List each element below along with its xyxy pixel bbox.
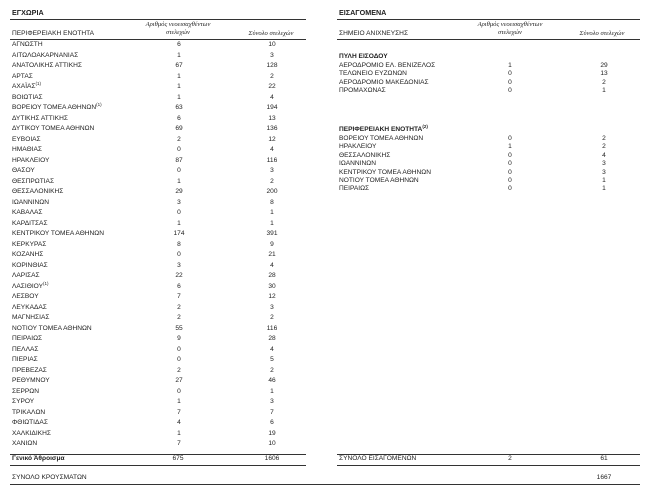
left-table-row-new-count: 63: [175, 104, 183, 111]
right-section-region-title-text: ΠΕΡΙΦΕΡΕΙΑΚΗ ΕΝΟΤΗΤΑ: [339, 126, 423, 133]
left-table-row-name-text: ΛΑΣΙΘΙΟΥ: [12, 282, 43, 290]
left-table-row-total-count: 8: [270, 198, 274, 206]
left-table-row-new-count: 1: [177, 83, 181, 90]
right-entry-row-new-count: 0: [508, 78, 512, 86]
left-total-all: 1606: [264, 455, 280, 462]
left-table-row-name-text: ΘΕΣΣΑΛΟΝΙΚΗΣ: [12, 188, 64, 195]
left-table-row-new-count: 22: [175, 272, 183, 279]
right-section-region-sup: (2): [422, 123, 428, 129]
right-region-row-name: [339, 135, 423, 143]
right-entry-row: [339, 70, 629, 78]
left-table-row-total-count: 4: [270, 345, 274, 353]
left-table-row-name: [12, 125, 94, 133]
left-table-row-total-count: 194: [266, 104, 278, 111]
right-entry-row-total-count: 29: [600, 62, 608, 69]
left-table-row-name-text: ΠΕΛΛΑΣ: [12, 345, 39, 353]
left-col-region-header: ΠΕΡΙΦΕΡΕΙΑΚΗ ΕΝΟΤΗΤΑ: [12, 30, 95, 37]
left-table-row: [12, 335, 302, 343]
right-region-row-new-count: 0: [508, 160, 512, 168]
left-table-row: [12, 325, 302, 333]
left-table-row-name-text: ΧΑΛΚΙΔΙΚΗΣ: [12, 429, 51, 437]
right-col-total-header: Σύνολο στελεχών: [579, 30, 625, 37]
right-region-row-total-count: 1: [602, 185, 606, 193]
right-region-row-name: [339, 143, 376, 151]
left-title-rule: [10, 19, 306, 20]
right-region-row-name: [339, 177, 419, 185]
left-table-row-name: [12, 136, 41, 144]
left-table-row: [12, 167, 302, 175]
right-entry-row: [339, 87, 629, 95]
left-table-row-name-text: ΗΡΑΚΛΕΙΟΥ: [12, 156, 50, 164]
left-table-row: [12, 388, 302, 396]
left-table-row-name-text: ΦΘΙΩΤΙΔΑΣ: [12, 419, 48, 426]
left-table-row: [12, 220, 302, 228]
left-table-row-name: [12, 440, 37, 448]
left-table-row: [12, 136, 302, 144]
left-table-row-total-count: 46: [268, 377, 276, 384]
left-table-row-name: [12, 293, 39, 301]
left-table-row-total-count: 12: [268, 135, 276, 143]
left-table-row-name-text: ΣΥΡΟΥ: [12, 398, 35, 405]
left-table-row-new-count: 7: [177, 440, 181, 447]
right-entry-row-name-text: ΤΕΛΩΝΕΙΟ ΕΥΖΩΝΩΝ: [339, 70, 407, 78]
left-table-row-name-text: ΑΙΤΩΛΟΑΚΑΡΝΑΝΙΑΣ: [12, 51, 79, 59]
left-table-row-name-text: ΛΕΥΚΑΔΑΣ: [12, 303, 47, 311]
left-table-row-name: [12, 157, 49, 165]
right-region-row-name: [339, 152, 390, 160]
left-table-row-name-text: ΒΟΙΩΤΙΑΣ: [12, 93, 43, 101]
left-table-row-name: [12, 80, 41, 91]
left-table-row-total-count: 1: [270, 219, 274, 227]
left-table-row-new-count: 3: [177, 198, 181, 206]
left-table-row-new-count: 7: [177, 293, 181, 300]
left-table-row-total-count: 28: [268, 272, 276, 279]
right-entry-row-total-count: 1: [602, 87, 606, 95]
left-table-row-total-count: 3: [270, 167, 274, 174]
left-table-row-name: [12, 409, 45, 417]
left-table-row-name: [12, 73, 33, 81]
right-total-rule-bottom: [337, 465, 640, 466]
left-table-row-name: [12, 367, 47, 375]
right-entry-row-new-count: 0: [508, 70, 512, 78]
left-table-row-new-count: 1: [177, 177, 181, 185]
right-region-row-name-text: ΒΟΡΕΙΟΥ ΤΟΜΕΑ ΑΘΗΝΩΝ: [339, 135, 424, 142]
left-table-row: [12, 101, 302, 112]
left-table-row-name: [12, 101, 102, 112]
left-header-rule: [10, 39, 306, 40]
right-section-entry-body: [339, 62, 639, 102]
right-section-region-body: [339, 135, 639, 205]
left-table-row-name: [12, 388, 39, 396]
left-table-row-new-count: 0: [177, 356, 181, 363]
left-table-row-total-count: 7: [270, 408, 274, 416]
left-table-row-new-count: 0: [177, 387, 181, 395]
left-table-row: [12, 178, 302, 186]
left-table-row-name-text: ΛΕΣΒΟΥ: [12, 293, 39, 300]
left-table-row: [12, 41, 302, 49]
left-table-row-new-count: 0: [177, 209, 181, 216]
left-table-row-name-text: ΚΑΡΔΙΤΣΑΣ: [12, 219, 48, 227]
left-table-row-total-count: 19: [268, 429, 276, 437]
left-table-row-name: [12, 356, 38, 364]
right-entry-row-name: [339, 70, 407, 78]
left-table-row-total-count: 2: [270, 314, 274, 321]
left-table-row-name: [12, 241, 46, 249]
left-table-row-new-count: 87: [175, 156, 183, 164]
left-table-row-total-count: 6: [270, 419, 274, 426]
left-table-row-name: [12, 272, 40, 280]
left-table-row: [12, 157, 302, 165]
left-table-row-new-count: 29: [175, 188, 183, 195]
left-table-body: [12, 41, 308, 447]
left-table-row: [12, 430, 302, 438]
right-entry-row: [339, 79, 629, 87]
left-table-row: [12, 188, 302, 196]
left-table-row-name: [12, 304, 47, 312]
left-table-row-name: [12, 280, 49, 291]
left-table-row-total-count: 3: [270, 303, 274, 311]
left-table-row-name: [12, 52, 78, 60]
left-table-row-new-count: 1: [177, 219, 181, 227]
left-table-row-name-text: ΒΟΡΕΙΟΥ ΤΟΜΕΑ ΑΘΗΝΩΝ: [12, 104, 97, 111]
left-table-row-name-text: ΠΙΕΡΙΑΣ: [12, 356, 38, 363]
left-table-row-new-count: 2: [177, 135, 181, 143]
left-table-row-name: [12, 188, 63, 196]
right-entry-row-new-count: 0: [508, 87, 512, 95]
left-table-row-name: [12, 335, 42, 343]
left-col-new-header-line2: στελεχών: [166, 29, 190, 36]
left-table-row-new-count: 0: [177, 167, 181, 174]
right-section-region-title: [339, 123, 428, 134]
left-table-row: [12, 230, 302, 238]
left-table-row-name-text: ΤΡΙΚΑΛΩΝ: [12, 408, 46, 416]
left-table-row-total-count: 10: [268, 41, 276, 48]
left-table-row: [12, 280, 302, 291]
left-table-row-name-text: ΑΓΝΩΣΤΗ: [12, 41, 43, 48]
left-table-row-new-count: 1: [177, 429, 181, 437]
left-table-row-new-count: 6: [177, 282, 181, 290]
left-table-row: [12, 125, 302, 133]
left-table-row-total-count: 2: [270, 366, 274, 374]
left-col-new-header-line1: Αριθμός νεοεισαχθέντων: [145, 21, 211, 28]
left-total-new: 675: [172, 455, 184, 462]
right-region-row-name: [339, 169, 431, 177]
right-region-row-name: [339, 160, 376, 168]
left-table-row-total-count: 2: [270, 72, 274, 80]
right-entry-row-new-count: 1: [508, 62, 512, 69]
right-region-row-name: [339, 185, 369, 193]
left-table-row: [12, 80, 302, 91]
left-table-row-name-text: ΑΝΑΤΟΛΙΚΗΣ ΑΤΤΙΚΗΣ: [12, 62, 82, 69]
left-table-row: [12, 356, 302, 364]
left-table-row: [12, 304, 302, 312]
left-table-row-name-text: ΑΧΑΪΑΣ: [12, 83, 36, 90]
left-table-row-total-count: 3: [270, 398, 274, 405]
left-table-row-name: [12, 251, 43, 259]
left-table-row-new-count: 1: [177, 72, 181, 80]
left-table-row-name-text: ΜΑΓΝΗΣΙΑΣ: [12, 314, 50, 321]
left-table-row-new-count: 55: [175, 324, 183, 332]
left-table-row-new-count: 1: [177, 398, 181, 405]
grand-total-value: 1667: [596, 474, 612, 481]
left-table-row-new-count: 4: [177, 419, 181, 426]
left-table-row: [12, 146, 302, 154]
left-table-row-name-text: ΚΑΒΑΛΑΣ: [12, 209, 43, 216]
left-table-row-name-text: ΘΑΣΟΥ: [12, 167, 35, 174]
left-table-row-name-text: ΔΥΤΙΚΟΥ ΤΟΜΕΑ ΑΘΗΝΩΝ: [12, 125, 95, 132]
left-table-row-name-text: ΗΜΑΘΙΑΣ: [12, 146, 42, 153]
right-region-row-new-count: 0: [508, 151, 512, 159]
left-table-row: [12, 62, 302, 70]
right-region-row-name-text: ΚΕΝΤΡΙΚΟΥ ΤΟΜΕΑ ΑΘΗΝΩΝ: [339, 168, 431, 176]
left-table-row-total-count: 4: [270, 93, 274, 101]
left-col-total-header: Σύνολο στελεχών: [248, 30, 294, 37]
right-region-row: [339, 143, 629, 151]
left-table-row-name: [12, 178, 54, 186]
left-table-row-name-text: ΧΑΝΙΩΝ: [12, 440, 38, 447]
left-table-row-total-count: 10: [268, 440, 276, 447]
right-region-row-name-text: ΙΩΑΝΝΙΝΩΝ: [339, 160, 376, 168]
left-table-row-name-text: ΝΟΤΙΟΥ ΤΟΜΕΑ ΑΘΗΝΩΝ: [12, 324, 92, 332]
right-header-rule: [337, 39, 640, 40]
right-region-row-new-count: 0: [508, 177, 512, 184]
left-table-row-name-text: ΠΡΕΒΕΖΑΣ: [12, 366, 47, 374]
right-region-row-total-count: 1: [602, 177, 606, 184]
right-col-point-header: ΣΗΜΕΙΟ ΑΝΙΧΝΕΥΣΗΣ: [339, 30, 409, 37]
left-table-row-name: [12, 419, 48, 427]
left-table-row-name: [12, 346, 38, 354]
left-table-row-total-count: 3: [270, 51, 274, 59]
left-table-row: [12, 94, 302, 102]
left-table-row-total-count: 4: [270, 146, 274, 153]
left-table-row-total-count: 30: [268, 282, 276, 290]
left-table-row-new-count: 2: [177, 314, 181, 321]
left-table-row-total-count: 13: [268, 114, 276, 122]
left-table-row: [12, 199, 302, 207]
left-table-row: [12, 73, 302, 81]
left-table-row-total-count: 116: [266, 156, 278, 164]
left-table-row-new-count: 9: [177, 335, 181, 342]
right-entry-row-name-text: ΠΡΟΜΑΧΩΝΑΣ: [339, 87, 386, 95]
left-table-row-total-count: 128: [266, 62, 278, 69]
right-region-row: [339, 160, 629, 168]
left-table-row-name-text: ΠΕΙΡΑΙΩΣ: [12, 335, 43, 342]
left-table-row-total-count: 116: [266, 324, 278, 332]
right-region-row-total-count: 3: [602, 160, 606, 168]
left-table-row-name-text: ΚΕΝΤΡΙΚΟΥ ΤΟΜΕΑ ΑΘΗΝΩΝ: [12, 230, 104, 237]
left-table-row-name-text: ΣΕΡΡΩΝ: [12, 387, 39, 395]
right-region-row: [339, 177, 629, 185]
left-table-row-total-count: 5: [270, 356, 274, 363]
right-region-row-new-count: 0: [508, 135, 512, 142]
left-table-row: [12, 52, 302, 60]
left-table-row-new-count: 0: [177, 345, 181, 353]
left-table-row: [12, 346, 302, 354]
left-table-row-total-count: 391: [266, 230, 278, 237]
right-region-row-name-text: ΝΟΤΙΟΥ ΤΟΜΕΑ ΑΘΗΝΩΝ: [339, 177, 419, 184]
right-entry-row-name: [339, 62, 435, 70]
left-table-title: ΕΓΧΩΡΙΑ: [12, 8, 44, 17]
left-table-row-new-count: 8: [177, 240, 181, 248]
left-table-row: [12, 209, 302, 217]
left-table-row-new-count: 7: [177, 408, 181, 416]
right-region-row: [339, 169, 629, 177]
right-region-row: [339, 185, 629, 193]
left-table-row: [12, 272, 302, 280]
left-table-row-name-text: ΛΑΡΙΣΑΣ: [12, 272, 40, 279]
left-table-row-name: [12, 199, 49, 207]
left-table-row: [12, 398, 302, 406]
left-table-row-new-count: 6: [177, 114, 181, 122]
left-table-row-name-text: ΔΥΤΙΚΗΣ ΑΤΤΙΚΗΣ: [12, 114, 68, 122]
left-table-row-new-count: 1: [177, 93, 181, 101]
right-region-row-total-count: 2: [602, 135, 606, 142]
left-table-row: [12, 262, 302, 270]
left-table-row-total-count: 4: [270, 261, 274, 269]
left-table-row-footnote: (1): [96, 101, 102, 107]
right-total-new: 2: [508, 455, 512, 462]
right-entry-row-name: [339, 79, 429, 87]
left-table-row-new-count: 0: [177, 146, 181, 153]
left-table-row-total-count: 1: [270, 209, 274, 216]
right-total-all: 61: [600, 455, 608, 462]
left-table-row-name: [12, 325, 92, 333]
left-table-row-new-count: 69: [175, 125, 183, 132]
right-entry-row-name-text: ΑΕΡΟΔΡΟΜΙΟ ΕΛ. ΒΕΝΙΖΕΛΟΣ: [339, 62, 436, 69]
right-total-label: ΣΥΝΟΛΟ ΕΙΣΑΓΟΜΕΝΩΝ: [339, 455, 417, 462]
left-table-row-total-count: 136: [266, 125, 278, 132]
left-table-row-name-text: ΑΡΤΑΣ: [12, 72, 33, 80]
left-table-row-total-count: 21: [268, 251, 276, 258]
left-table-row-total-count: 22: [268, 83, 276, 90]
left-total-rule-bottom: [10, 465, 306, 466]
left-table-row-name: [12, 230, 104, 238]
left-table-row-total-count: 1: [270, 387, 274, 395]
left-table-row-name: [12, 314, 49, 322]
grand-total-label: ΣΥΝΟΛΟ ΚΡΟΥΣΜΑΤΩΝ: [12, 474, 87, 481]
right-region-row-total-count: 4: [602, 151, 606, 159]
left-table-row-name: [12, 94, 43, 102]
right-entry-row-total-count: 13: [600, 70, 608, 78]
left-table-row: [12, 377, 302, 385]
grand-total-rule: [10, 484, 640, 485]
right-entry-row: [339, 62, 629, 70]
left-table-row-name: [12, 262, 48, 270]
right-title-rule: [337, 19, 640, 20]
left-table-row-name-text: ΚΟΡΙΝΘΙΑΣ: [12, 261, 48, 269]
left-table-row-name: [12, 377, 50, 385]
right-region-row-name-text: ΘΕΣΣΑΛΟΝΙΚΗΣ: [339, 151, 391, 159]
left-table-row-name-text: ΕΥΒΟΙΑΣ: [12, 135, 41, 143]
right-region-row-new-count: 1: [508, 143, 512, 151]
right-region-row-new-count: 0: [508, 185, 512, 193]
left-table-row-total-count: 9: [270, 240, 274, 248]
right-col-new-header-line2: στελεχών: [498, 29, 522, 36]
right-region-row: [339, 135, 629, 143]
left-table-row-name: [12, 398, 34, 406]
right-entry-row-name-text: ΑΕΡΟΔΡΟΜΙΟ ΜΑΚΕΔΟΝΙΑΣ: [339, 78, 429, 86]
left-table-row: [12, 440, 302, 448]
left-table-row-new-count: 27: [175, 377, 183, 384]
right-region-row-name-text: ΗΡΑΚΛΕΙΟΥ: [339, 143, 377, 151]
right-section-entry-title: ΠΥΛΗ ΕΙΣΟΔΟΥ: [339, 53, 388, 60]
left-table-row-new-count: 6: [177, 41, 181, 48]
left-table-row-name-text: ΡΕΘΥΜΝΟΥ: [12, 377, 50, 384]
left-table-row-name: [12, 209, 42, 217]
right-region-row-total-count: 3: [602, 168, 606, 176]
left-table-row-name-text: ΚΕΡΚΥΡΑΣ: [12, 240, 47, 248]
left-table-row-new-count: 3: [177, 261, 181, 269]
left-table-row-total-count: 12: [268, 293, 276, 300]
left-table-row-name: [12, 167, 35, 175]
right-entry-row-name: [339, 87, 386, 95]
left-table-row-name: [12, 146, 42, 154]
right-region-row-name-text: ΠΕΙΡΑΙΩΣ: [339, 185, 370, 193]
left-table-row-new-count: 174: [173, 230, 185, 237]
left-table-row: [12, 241, 302, 249]
right-region-row-new-count: 0: [508, 168, 512, 176]
right-col-new-header-line1: Αριθμός νεοεισαχθέντων: [477, 21, 543, 28]
left-table-row: [12, 409, 302, 417]
left-table-row-total-count: 2: [270, 177, 274, 185]
right-entry-row-total-count: 2: [602, 78, 606, 86]
left-table-row-new-count: 1: [177, 51, 181, 59]
left-table-row-footnote: (1): [35, 80, 41, 86]
left-table-row: [12, 367, 302, 375]
left-table-row-name: [12, 115, 68, 123]
left-table-row-new-count: 2: [177, 303, 181, 311]
left-table-row: [12, 251, 302, 259]
right-region-row-total-count: 2: [602, 143, 606, 151]
left-table-row: [12, 314, 302, 322]
left-table-row-new-count: 0: [177, 251, 181, 258]
left-table-row: [12, 419, 302, 427]
left-table-row-total-count: 28: [268, 335, 276, 342]
left-table-row-new-count: 2: [177, 366, 181, 374]
left-table-row-name: [12, 220, 48, 228]
left-table-row-name-text: ΚΟΖΑΝΗΣ: [12, 251, 44, 258]
left-table-row-name-text: ΙΩΑΝΝΙΝΩΝ: [12, 198, 49, 206]
left-table-row: [12, 293, 302, 301]
left-table-row: [12, 115, 302, 123]
left-table-row-new-count: 67: [175, 62, 183, 69]
left-table-row-name: [12, 430, 51, 438]
left-table-row-name-text: ΘΕΣΠΡΩΤΙΑΣ: [12, 177, 55, 185]
left-table-row-name: [12, 62, 82, 70]
left-table-row-total-count: 200: [266, 188, 278, 195]
left-table-row-footnote: (1): [43, 280, 49, 286]
left-table-row-name: [12, 41, 43, 49]
right-table-title: ΕΙΣΑΓΟΜΕΝΑ: [339, 8, 387, 17]
right-region-row: [339, 152, 629, 160]
left-total-label: Γενικό Άθροισμα: [12, 455, 65, 462]
